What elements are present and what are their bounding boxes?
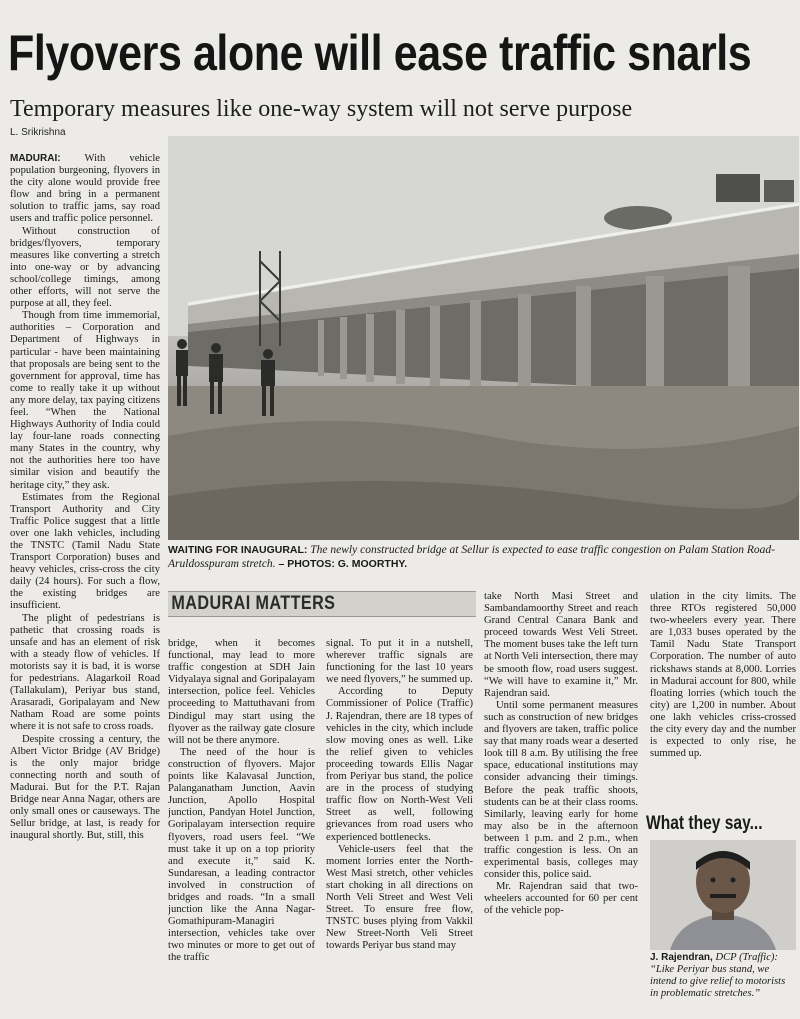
article-column-2	[168, 638, 315, 1016]
paragraph: Though from time immemorial, authorities – Corporation and Department of Highways in particular - have been maintaining that proposals are being sent to the government for approval, time has come to really take it up without any more delay, tax paying citizens feel. “When the National Highways Authority of India could lay four-lane roads connecting many States in the country, why not the authorities here too have similar vision and beautify the heritage city,” they ask.	[10, 310, 160, 491]
paragraph: The need of the hour is construction of flyovers. Major points like Kalavasal Junction, Palanganatham Junction, Aavin Junction, Apollo Hospital junction, Pandyan Hotel Junction, Goripalayam intersection require flyovers, road users feel. “We must take it up on a top priority and execute it,” said K. Sundaresan, a leading contractor involved in construction of bridges and roads. “In a small junction like the Anna Nagar-Gomathipuram-Managiri intersection, vehicles take over two minutes or more to get out of the traffic	[168, 746, 315, 964]
quote-text: “Like Periyar bus stand, we intend to give relief to motorists in problematic stretches.”	[650, 964, 786, 999]
bridge-photo	[168, 136, 799, 540]
paragraph: Mr. Rajendran said that two-wheelers accounted for 60 per cent of the vehicle pop-	[484, 881, 638, 917]
quote-role: DCP (Traffic):	[715, 952, 778, 963]
article-column-4	[484, 591, 638, 1016]
lead-paragraph: MADURAI: With vehicle population burgeoning, flyovers in the city alone would provide free flow and bring in a permanent solution to traffic jams, say road users and traffic police personnel.	[10, 153, 160, 225]
portrait-illustration	[650, 840, 796, 950]
portrait-photo	[650, 840, 796, 950]
byline: L. Srikrishna	[10, 127, 66, 138]
paragraph: Until some permanent measures such as construction of new bridges and flyovers are taken, traffic police say that many roads wear a deserted look till 8 a.m. By utilising the free space, educational institutions may consider advancing their timings. Before the peak traffic shoots, students can be at their class rooms. Similarly, leaving early for home may also be in the afternoon between 1 p.m. and 2 p.m., when traffic congestion is less. On an experimental basis, colleges may consider this, police said.	[484, 699, 638, 881]
sidebar-heading: What they say...	[646, 813, 763, 834]
photo-caption	[168, 543, 798, 571]
paragraph: Vehicle-users feel that the moment lorries enter the North-West Masi stretch, other vehicles start choking in all directions on North Veli Street and West Veli Street. To ensure free flow, TNSTC buses plying from Vakkil New Street-North Veli Street towards Periyar bus stand may	[326, 843, 473, 952]
sidebar-quote	[650, 952, 796, 1000]
paragraph: take North Masi Street and Sambandamoorthy Street and reach Grand Central Canara Bank and proceed towards West Veli Street. The moment buses take the left turn at North Veli intersection, there may be smooth flow, road users suggest. “We will have to examine it,” Mr. Rajendran said.	[484, 591, 638, 699]
article-column-1	[10, 153, 160, 1015]
paragraph: The plight of pedestrians is pathetic that crossing roads is unsafe and has an element of risk with a steady flow of vehicles. If motorists say it is bad, it is worse for pedestrians. Alagarkoil Road (Tallakulam), Periyar bus stand, Arasaradi, Goripalayam and New Natham Road are some points where it is not safe to cross roads.	[10, 612, 160, 733]
paragraph: Without construction of bridges/flyovers, temporary measures like converting a stretch into one-way or by advancing school/college timings, among other efforts, will not serve the purpose at all, they feel.	[10, 225, 160, 310]
section-banner	[168, 591, 476, 617]
paragraph: Despite crossing a century, the Albert Victor Bridge (AV Bridge) is the only major bridge connecting north and south of Madurai. But for the P.T. Rajan Bridge near Anna Nagar, others are only small ones or causeways. The Sellur bridge, at last, is ready for inaugural shortly. But, still, this	[10, 733, 160, 842]
photo-credit: – PHOTOS: G. MOORTHY.	[278, 558, 408, 570]
dateline: MADURAI:	[10, 153, 61, 164]
paragraph: signal. To put it in a nutshell, wherever traffic signals are functioning for the last 10 years we need flyovers,” he summed up.	[326, 638, 473, 686]
bridge-photo-illustration	[168, 136, 799, 540]
headline: Flyovers alone will ease traffic snarls	[8, 25, 752, 81]
caption-text: The newly constructed bridge at Sellur is expected to ease traffic congestion on Palam Station Road-Aruldosspuram stretch.	[168, 544, 775, 570]
subheadline: Temporary measures like one-way system will not serve purpose	[10, 96, 633, 122]
paragraph: According to Deputy Commissioner of Police (Traffic) J. Rajendran, there are 18 types of vehicles in the city, which include slow moving ones as well. Like the relief given to vehicles proceeding towards Ellis Nagar from Periyar bus stand, the police are in the process of studying traffic flow on North-West Veli Street as well, following grievances from road users who experienced bottlenecks.	[326, 686, 473, 843]
paragraph: bridge, when it becomes functional, may lead to more traffic congestion at SDH Jain Vidyalaya signal and Goripalayam intersection, police feel. Vehicles proceeding to Mattuthavani from Dindigul may start using the flyover as the railway gate closure will not be there anymore.	[168, 638, 315, 746]
article-column-5	[650, 591, 796, 805]
paragraph: Estimates from the Regional Transport Authority and City Traffic Police suggest that a little over one lakh vehicles, including the TNSTC (Tamil Nadu State Transport Corporation) buses and heavy vehicles, criss-cross the city daily (24 hours). For such a flow, the existing bridges are insufficient.	[10, 491, 160, 612]
caption-lead: WAITING FOR INAUGURAL:	[168, 544, 308, 556]
section-banner-text: MADURAI MATTERS	[171, 593, 336, 614]
quote-name: J. Rajendran,	[650, 952, 713, 963]
article-column-3	[326, 638, 473, 1016]
paragraph: ulation in the city limits. The three RTOs registered 50,000 two-wheelers every year. There are 1,033 buses operated by the Tamil Nadu State Transport Corporation. The number of auto rickshaws stands at 8,000. Lorries in Madurai account for 800, while floating lorries (which touch the city) are 1,200 in number. About one lakh vehicles criss-crossed the city every day and the number is expected to only rise, he summed up.	[650, 591, 796, 760]
